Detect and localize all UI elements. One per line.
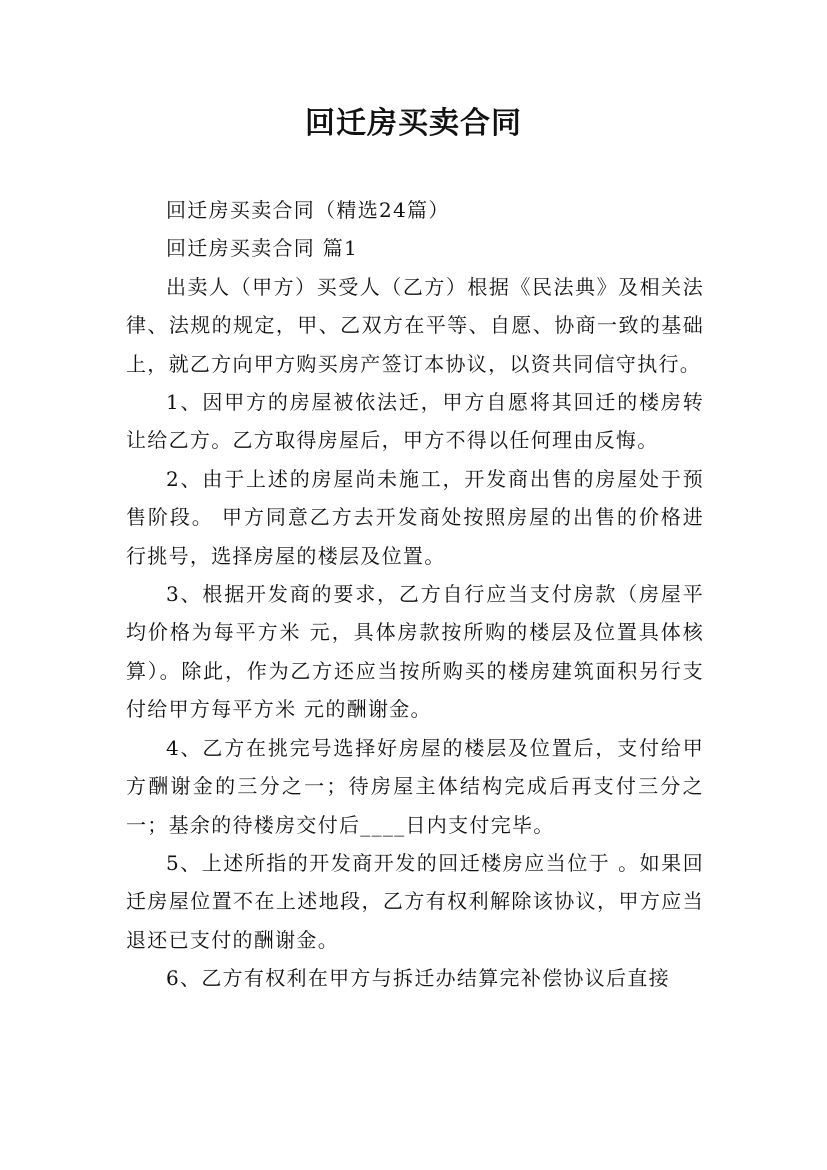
document-title: 回迁房买卖合同 bbox=[305, 106, 522, 141]
paragraph-clause-5: 5、上述所指的开发商开发的回迁楼房应当位于 。如果回迁房屋位置不在上述地段，乙方有权利解除该协议，甲方应当退还已支付的酬谢金。 bbox=[126, 850, 704, 952]
document-subtitle: 回迁房买卖合同（精选24篇） bbox=[166, 198, 450, 222]
paragraph-clause-2: 2、由于上述的房屋尚未施工，开发商出售的房屋处于预售阶段。 甲方同意乙方去开发商处按照房屋的出售的价格进行挑号，选择房屋的楼层及位置。 bbox=[126, 466, 704, 568]
paragraph-clause-1: 1、因甲方的房屋被依法迁，甲方自愿将其回迁的楼房转让给乙方。乙方取得房屋后，甲方不得以任何理由反悔。 bbox=[126, 390, 704, 453]
document-body bbox=[126, 191, 704, 998]
section-heading: 回迁房买卖合同 篇1 bbox=[166, 236, 359, 261]
paragraph-clause-6: 6、乙方有权利在甲方与拆迁办结算完补偿协议后直接 bbox=[166, 966, 670, 991]
paragraph-clause-3: 3、根据开发商的要求，乙方自行应当支付房款（房屋平均价格为每平方米 元，具体房款按所购的楼层及位置具体核算）。除此，作为乙方还应当按所购买的楼房建筑面积另行支付给甲方每平方米 元的酬谢金。 bbox=[126, 582, 704, 722]
paragraph-clause-4: 4、乙方在挑完号选择好房屋的楼层及位置后，支付给甲方酬谢金的三分之一；待房屋主体结构完成后再支付三分之一；基余的待楼房交付后____日内支付完毕。 bbox=[126, 735, 704, 837]
paragraph-intro: 出卖人（甲方）买受人（乙方）根据《民法典》及相关法律、法规的规定，甲、乙双方在平等、自愿、协商一致的基础上，就乙方向甲方购买房产签订本协议，以资共同信守执行。 bbox=[126, 274, 704, 376]
